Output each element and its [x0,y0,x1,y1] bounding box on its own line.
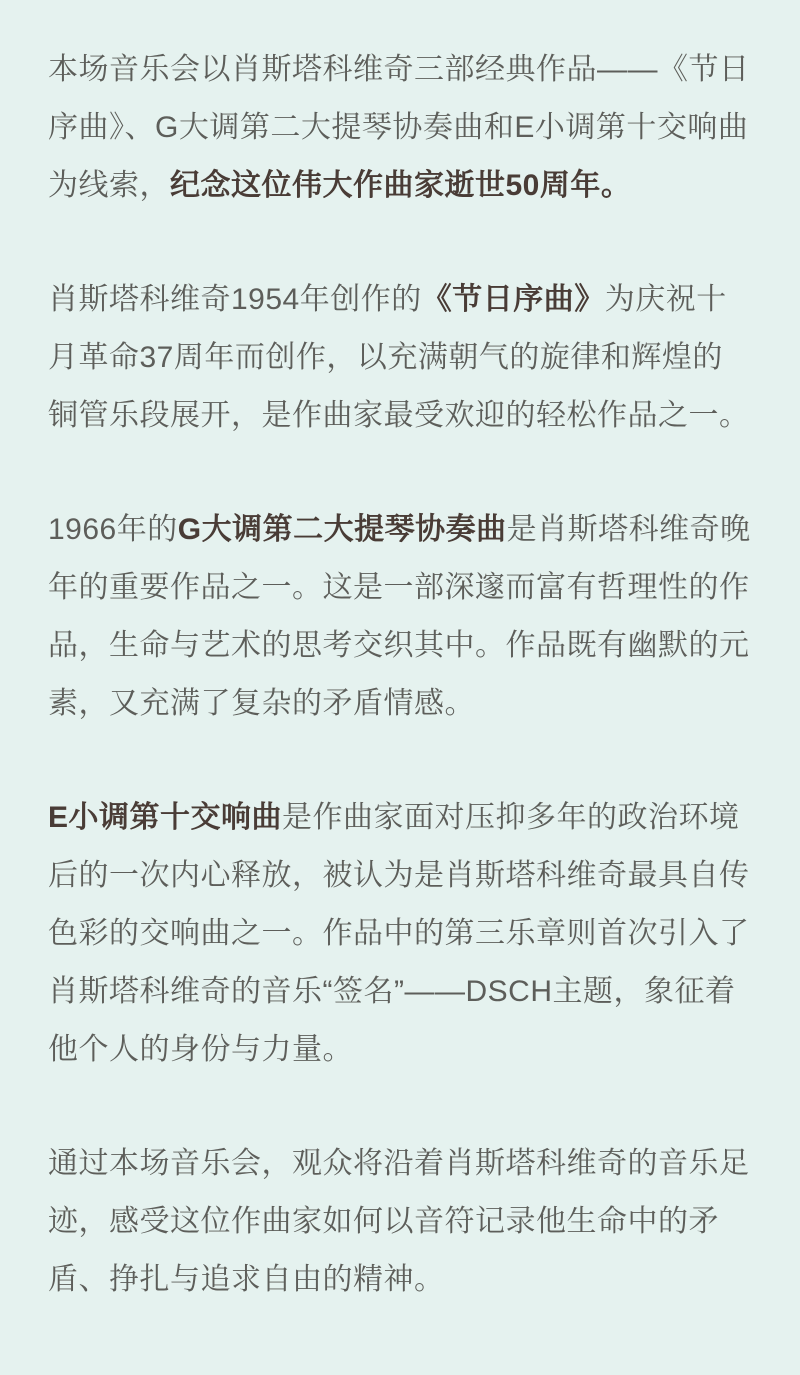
text-segment: 为庆祝十月革命37周年而创作，以充满朝气的旋律和辉煌的铜管乐段展开，是作曲家最受欢迎的轻松作品之一。 [48,283,750,432]
paragraph [48,41,752,215]
text-segment: 是作曲家面对压抑多年的政治环境后的一次内心释放，被认为是肖斯塔科维奇最具自传色彩的交响曲之一。作品中的第三乐章则首次引入了肖斯塔科维奇的音乐“签名”——DSCH主题，象征着他个人的身份与力量。 [48,801,750,1066]
text-segment: 1966年的 [48,513,178,546]
paragraph [48,1135,752,1309]
bold-text-segment: E小调第十交响曲 [48,801,283,834]
text-segment: 通过本场音乐会，观众将沿着肖斯塔科维奇的音乐足迹，感受这位作曲家如何以音符记录他生命中的矛盾、挣扎与追求自由的精神。 [48,1147,750,1296]
bold-text-segment: 《节日序曲》 [421,283,605,316]
bold-text-segment: 纪念这位伟大作曲家逝世50周年。 [170,169,632,202]
text-segment: 本场音乐会以肖斯塔科维奇三部经典作品——《节日序曲》、G大调第二大提琴协奏曲和E小调第十交响曲为线索， [48,53,750,202]
text-segment: 肖斯塔科维奇1954年创作的 [48,283,422,316]
bold-text-segment: G大调第二大提琴协奏曲 [177,513,507,546]
paragraph [48,501,752,733]
paragraph [48,271,752,445]
text-segment: 是肖斯塔科维奇晚年的重要作品之一。这是一部深邃而富有哲理性的作品，生命与艺术的思考交织其中。作品既有幽默的元素，又充满了复杂的矛盾情感。 [48,513,751,720]
paragraph [48,789,752,1079]
